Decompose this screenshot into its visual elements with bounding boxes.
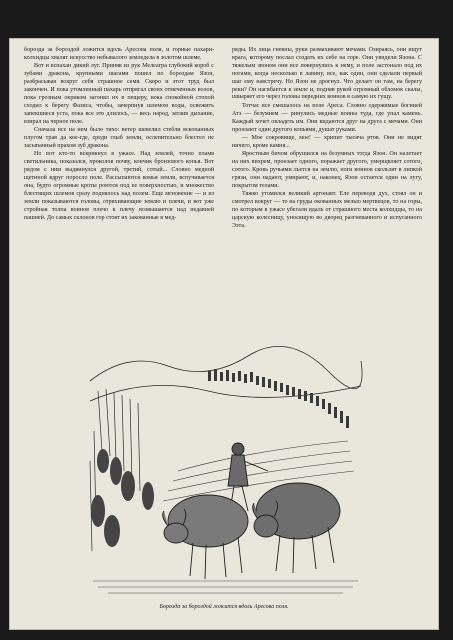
illustration-caption: Борозда за бороздой ложится вдоль Аресова поля. (159, 604, 289, 610)
ground-hatching (93, 581, 358, 593)
book-page (9, 38, 439, 630)
hill-line (90, 385, 361, 401)
paragraph: Тяжко утомился великий аргонавт. Еле переводя дух, стоял он и смотрел вокруг — то на груды окованных мелью мертвецов, то на горы, по которым в ужасе убегали вдаль от страшного места колхидцы, то на царскую колесницу, уносящую во дворец разгневанного и испуганного Ээта. (232, 191, 422, 229)
bull-left (163, 495, 248, 579)
paragraph: — Мое сокровище, мое! — хрипит тысяча ртов. Они не видят ничего, кроме камня... (232, 134, 422, 149)
right-text-column (232, 47, 422, 231)
paragraph: Но вот кто-то вскрикнул в ужасе. Над землей, точно пламя светильника, показался, проколов почву, кончик бронзового копья. Вот рядом с ним выдвинулся другой, третий, сотый... Словно медной щетиной вдруг поросло поле. Рассыпаются комья земли, вспучивается она, будто огромные кроты роются под ее поверхностью, и множество блестящих шлемов сразу поднялось над полем. Еще мгновение — и из земли показываются головы, отряхивающие землю и плечи, и вот уже стройная толпа воинов плечо к плечу возвышается над недавней пашней. До самых склонов гор стоят их закованные в мед- (24, 151, 214, 221)
paragraph: Вот и вспахан дикий луг. Приняв из рук Мелеагра глубокий короб с зубами дракона, крупными шагами пошел по бороздам Язон, разбрасывая вокруг себя страшное семя. Скоро и этот труд был закончен. И пока утомленный пахарь отпрягал своих отмеченных волов, пока грозным окриком загонял их в пещеру, вока спокойной стопой сходил к берегу Фазиса, чтобы, зачерпнув шлемом воды, освежить запекшиеся уста, пока все это длилось, — весь народ, затаив дыхание, взирал на черное поле. (24, 63, 214, 125)
left-text-column (24, 47, 214, 222)
paragraph: ряды. Их лица гневны, руки размахивают мечами. Озираясь, они ищут врага, которому послал создать их себе на горе. Они увидели Язона. С тяжелым звоном они все повернулись к нему, и поле застонало под их ногами, когда несколько в лавину, все, как один, они сделали первый шаг ему навстречу. Но Язон не дрогнул. Что делает он там, на берегу реки? Он нагибается к земле и, подняв рукой огромный обломок скалы, швыряет его через головы передних воинов в самую их гущу. (232, 47, 422, 101)
bull-right (253, 483, 340, 573)
paragraph: Яростным бичом обрушился на безумных тогда Язон. Он налетает на них вихрем, пронзает одного, поражает другого, умерщвляет сотого, сотого. Кровь ручьями льется на землю, ноги воинов скользят в липкой грязи, они падают, умирают, и, наконец, Язон остается один на лугу, покрытом телами. (232, 151, 422, 189)
illustration-ploughing-scene (88, 321, 363, 601)
paragraph: Сначала все на нем было тихо: ветер шевелил стебли вскопанных плугом трав да кое-где, среди глыб земли, ослепительно блестел не засыпанный прахом зуб дракона. (24, 127, 214, 149)
paragraph: Тотчас все смешалось на поле Ареса. Словно одержимые богиней Атэ — безумием — ринулись медные воины туда, где упал камень. Каждый хочет овладеть им. Они кидаются друг на друга с мечами. Они пронзают один другого копьями, душат руками. (232, 102, 422, 133)
hill-line (90, 346, 362, 388)
crowd (208, 369, 349, 428)
crowd-figures (91, 449, 154, 547)
paragraph: борозда за бороздой ложится вдоль Аресова поля, и горные пахари-колхидцы хвалят искусство небывалого земледела в золотом шлеме. (24, 47, 214, 61)
